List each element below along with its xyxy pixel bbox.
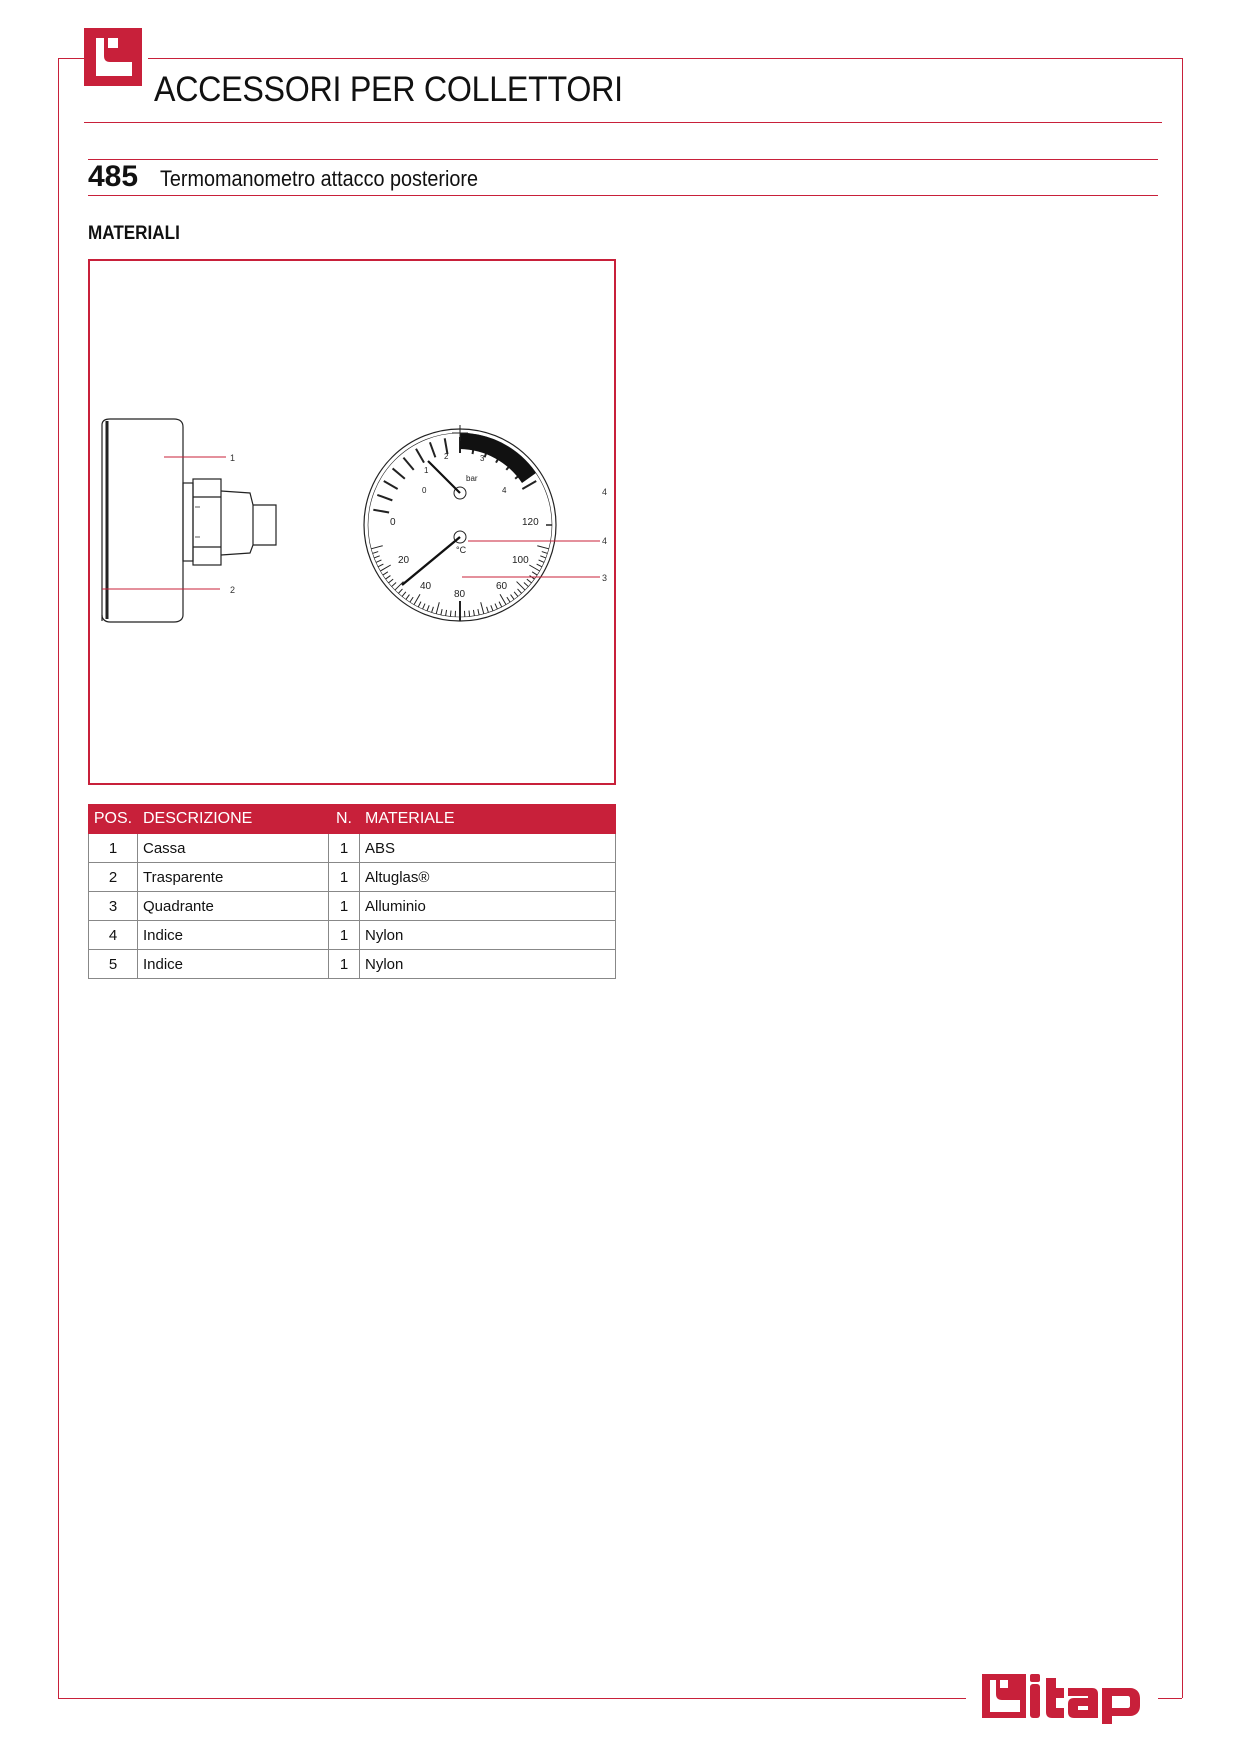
product-code: 485 [88, 160, 139, 193]
cell-n: 1 [329, 863, 360, 892]
callout-1: 1 [230, 453, 236, 463]
callout-3: 3 [602, 573, 608, 583]
col-header-materiale: MATERIALE [360, 805, 616, 834]
bar-label-4: 4 [502, 486, 507, 495]
bar-unit-label: bar [466, 474, 478, 483]
bar-label-3: 3 [480, 454, 485, 463]
callout-4-top: 4 [602, 487, 608, 497]
cell-n: 1 [329, 834, 360, 863]
temp-label-40: 40 [420, 581, 432, 592]
col-header-pos: POS. [89, 805, 138, 834]
cell-pos: 5 [89, 950, 138, 979]
bar-label-2: 2 [444, 452, 449, 461]
temp-label-20: 20 [398, 555, 410, 566]
cell-materiale: ABS [360, 834, 616, 863]
cell-pos: 2 [89, 863, 138, 892]
cell-descrizione: Indice [138, 921, 329, 950]
cell-pos: 3 [89, 892, 138, 921]
callout-2: 2 [230, 585, 236, 595]
temp-label-120: 120 [522, 517, 539, 528]
header-logo [84, 28, 142, 86]
cell-n: 1 [329, 950, 360, 979]
title-divider [84, 122, 1162, 123]
cell-descrizione: Trasparente [138, 863, 329, 892]
gauge-front-view [364, 425, 556, 621]
cell-materiale: Nylon [360, 950, 616, 979]
cell-descrizione: Cassa [138, 834, 329, 863]
product-top-rule [88, 159, 1158, 160]
cell-n: 1 [329, 921, 360, 950]
section-title: MATERIALI [88, 223, 180, 244]
bar-label-0: 0 [422, 486, 427, 495]
cell-pos: 4 [89, 921, 138, 950]
table-row [89, 863, 616, 892]
table-row [89, 921, 616, 950]
temp-label-100: 100 [512, 555, 529, 566]
product-bottom-rule [88, 195, 1158, 196]
gauge-side-view [102, 419, 276, 622]
materials-table [88, 804, 616, 979]
cell-descrizione: Quadrante [138, 892, 329, 921]
frame-left-top [58, 58, 59, 1698]
frame-bottom [58, 1698, 966, 1699]
callout-4: 4 [602, 536, 608, 546]
temperature-tick [469, 611, 470, 617]
cell-materiale: Nylon [360, 921, 616, 950]
itap-pipe-mark-icon [84, 28, 142, 86]
itap-brand-logo [974, 1666, 1150, 1726]
page-title: ACCESSORI PER COLLETTORI [154, 70, 623, 109]
side-leader-lines [102, 457, 226, 589]
cell-materiale: Altuglas® [360, 863, 616, 892]
table-row [89, 834, 616, 863]
frame-top [148, 58, 1182, 59]
cell-pos: 1 [89, 834, 138, 863]
temp-label-0: 0 [390, 517, 396, 528]
frame-right [1182, 58, 1183, 1698]
cell-n: 1 [329, 892, 360, 921]
product-name: Termomanometro attacco posteriore [160, 166, 479, 191]
gauge-drawing-svg [90, 261, 614, 783]
table-row [89, 950, 616, 979]
col-header-descrizione: DESCRIZIONE [138, 805, 329, 834]
temp-label-80: 80 [454, 589, 466, 600]
frame-bottom-right [1158, 1698, 1182, 1699]
cell-descrizione: Indice [138, 950, 329, 979]
celsius-unit-label: °C [456, 545, 467, 555]
temperature-tick [450, 611, 451, 617]
itap-logo-icon [974, 1666, 1150, 1726]
table-row [89, 892, 616, 921]
frame-top-left [58, 58, 84, 59]
bar-label-1: 1 [424, 466, 429, 475]
table-header-row [89, 805, 616, 834]
technical-drawing [88, 259, 616, 785]
col-header-n: N. [329, 805, 360, 834]
temp-label-60: 60 [496, 581, 508, 592]
cell-materiale: Alluminio [360, 892, 616, 921]
